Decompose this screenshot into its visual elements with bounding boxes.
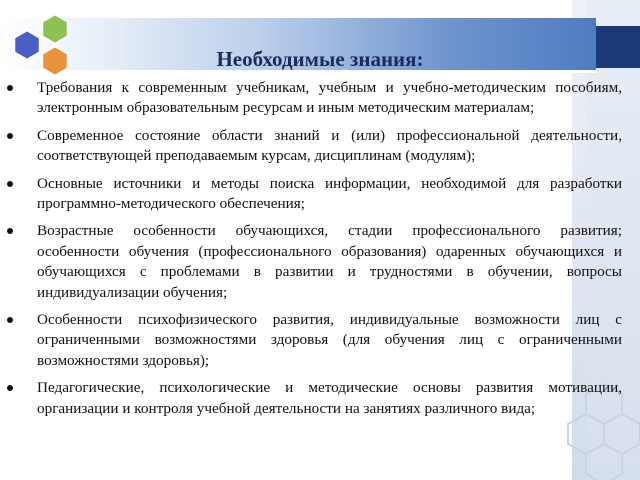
list-item-text: Возрастные особенности обучающихся, стадии профессионального развития; особенности обучения (профессионального образования) одаренных обучающихся и обучающихся с проблемами в развитии и трудностями в обучении, вопросы индивидуализации обучения;	[37, 222, 622, 301]
list-item	[0, 310, 622, 371]
slide-title: Необходимые знания:	[216, 47, 424, 71]
list-item-text: Педагогические, психологические и методические основы развития мотивации, организации и контроля учебной деятельности на занятиях различного вида;	[37, 379, 622, 417]
list-item	[0, 221, 622, 303]
list-item	[0, 126, 622, 167]
bullet-dot-icon	[7, 85, 13, 91]
list-item-text: Особенности психофизического развития, индивидуальные возможности лиц с ограниченными возможностями здоровья (для обучения лиц с ограниченными возможностями здоровья);	[37, 311, 622, 369]
list-item-text: Современное состояние области знаний и (или) профессиональной деятельности, соответствующей преподаваемым курсам, дисциплинам (модулям);	[37, 126, 622, 165]
bullet-dot-icon	[7, 385, 13, 391]
list-item	[0, 174, 622, 215]
bullet-dot-icon	[7, 317, 13, 323]
bullet-dot-icon	[7, 228, 13, 234]
list-item-text: Требования к современным учебникам, учебным и учебно-методическим пособиям, электронным образовательным ресурсам и иным методическим материалам;	[37, 79, 622, 117]
bullet-dot-icon	[7, 133, 13, 139]
list-item	[0, 78, 622, 119]
bullet-dot-icon	[7, 181, 13, 187]
knowledge-list	[0, 78, 622, 426]
list-item-text: Основные источники и методы поиска информации, необходимой для разработки программно-методического обеспечения;	[37, 174, 622, 213]
list-item	[0, 378, 622, 419]
